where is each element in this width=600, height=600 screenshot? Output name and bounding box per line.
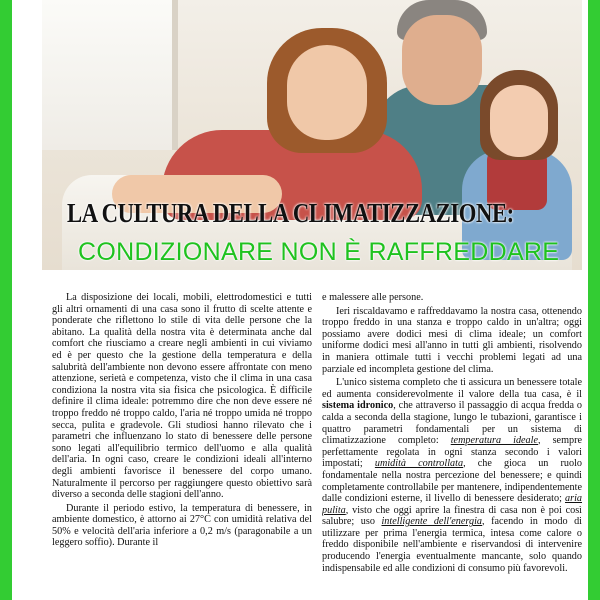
subheadline: CONDIZIONARE NON È RAFFREDDARE [78, 238, 560, 266]
text-run: , che attraverso il passaggio di acqua fredda o calda a seconda della stagione, lungo le tubazioni, garantisce i quattro parametri fondamentali per un sistema di climatizzazione completo: [322, 400, 582, 447]
girl-face [490, 85, 548, 157]
left-column [52, 292, 312, 600]
bold-term: sistema idronico [322, 400, 394, 412]
family-photo [42, 0, 582, 270]
text-run: , sempre perfettamente regolata in ogni stanza secondo i valori impostati; [322, 435, 582, 470]
paragraph: Durante il periodo estivo, la temperatura di benessere, in ambiente domestico, è attorno ai 27°C con umidità relativa del 50% e velocità dell'aria inferiore a 0,2 m/s (paragonabile a un leggero soffio). Durante il [52, 502, 312, 549]
magazine-page [12, 0, 588, 600]
woman-face [287, 45, 367, 140]
right-column [322, 292, 582, 600]
article-body [52, 292, 582, 600]
background-window [42, 0, 178, 150]
paragraph: e malessere alle persone. [322, 292, 424, 303]
text-run: , facendo in modo di utilizzare per prima l'energia termica, intesa come calore o freddo disponibile nell'ambiente e riservandosi di intervenire producendo l'energia eventualmente mancante, solo quando indispensabile ed alle condizioni di consumo più favorevoli. [322, 516, 582, 574]
underlined-term: temperatura ideale [450, 435, 539, 447]
paragraph: La disposizione dei locali, mobili, elettrodomestici e tutti gli altri ornamenti di una casa sono il frutto di scelte attente e ponderate che riflettono lo stile di vita delle persone che la abitano. La qualità della nostra vita è determinata anche dal comfort che riusciamo a creare negli ambienti in cui viviamo ed è per questo che la gestione della temperatura e della salubrità dell'ambiente non devono essere affrontate con meno attenzione, serietà e competenza, visto che il clima in una casa condiziona la nostra vita sia fisica che psicologica. È difficile definire il clima ideale: potremmo dire che non deve essere né troppo freddo né troppo caldo, l'aria né troppo umida né troppo secca, pulita e gradevole. Gli studiosi hanno rilevato che i parametri che influenzano lo stato di benessere delle persone sono legati all'equilibrio termico dell'uomo e alla qualità dell'aria. In ogni caso, creare le condizioni ideali all'interno degli ambienti favorisce il benessere del corpo umano. Naturalmente il percorso per raggiungere questo obiettivo sarà diverso a seconda delle stagioni dell'anno. [52, 292, 312, 501]
paragraph [322, 377, 582, 574]
paragraph: Ieri riscaldavamo e raffreddavamo la nostra casa, ottenendo troppo freddo in una stanza e troppo caldo in un'altra; oggi possiamo avere dodici mesi di clima ideale; un comfort uniforme dodici mesi all'anno in tutti gli ambienti, risolvendo in maniera ottimale tutti i vecchi problemi legati ad una parziale ed incompleta gestione del clima. [322, 305, 582, 375]
text-run: , visto che oggi aprire la finestra di casa non è poi così salubre; uso [322, 504, 582, 528]
man-face [402, 15, 482, 105]
text-run: L'unico sistema completo che ti assicura un benessere totale ed aumenta considerevolmente il valore della tua casa, è il [322, 377, 582, 400]
underlined-term: umidità controllata [374, 458, 464, 470]
headline: LA CULTURA DELLA CLIMATIZZAZIONE: [67, 198, 514, 228]
text-run: , che gioca un ruolo fondamentale nella nostra percezione del benessere; e quindi completamente controllabile per mantenere, indipendentemente dalle condizioni esterne, il livello di benessere desiderato; [322, 458, 582, 505]
underlined-term: intelligente dell'energia [381, 516, 483, 528]
underlined-term: aria pulita [322, 493, 582, 516]
